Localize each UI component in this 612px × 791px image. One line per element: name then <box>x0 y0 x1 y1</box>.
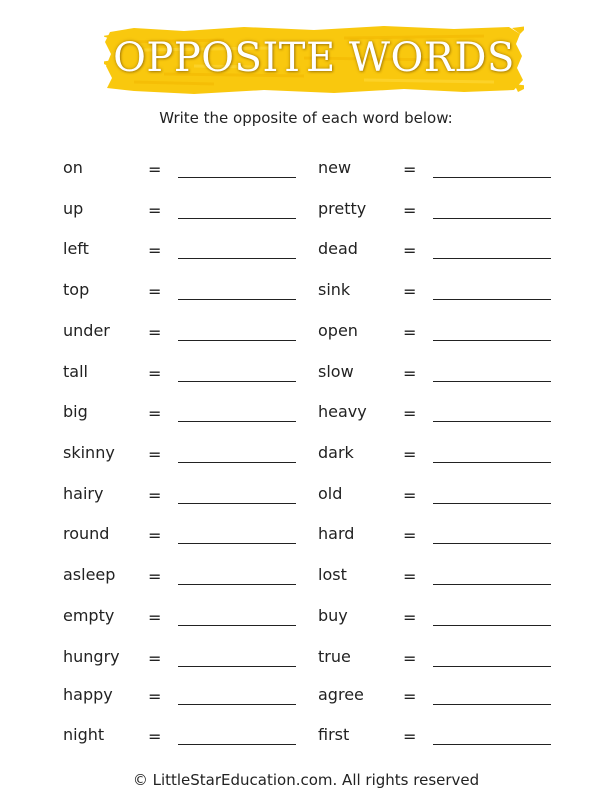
prompt-word: agree <box>318 685 364 704</box>
prompt-word: round <box>63 524 110 543</box>
prompt-word: old <box>318 484 343 503</box>
equals-sign: = <box>403 364 417 383</box>
prompt-word: slow <box>318 362 354 381</box>
answer-blank-line[interactable] <box>178 704 296 705</box>
answer-blank-line[interactable] <box>178 744 296 745</box>
equals-sign: = <box>148 486 162 505</box>
answer-blank-line[interactable] <box>178 625 296 626</box>
equals-sign: = <box>148 404 162 423</box>
equals-sign: = <box>403 486 417 505</box>
answer-blank-line[interactable] <box>433 625 551 626</box>
answer-blank-line[interactable] <box>433 340 551 341</box>
answer-blank-line[interactable] <box>433 218 551 219</box>
equals-sign: = <box>148 727 162 746</box>
prompt-word: night <box>63 725 105 744</box>
prompt-word: hungry <box>63 647 120 666</box>
answer-blank-line[interactable] <box>433 258 551 259</box>
equals-sign: = <box>403 526 417 545</box>
answer-blank-line[interactable] <box>178 584 296 585</box>
equals-sign: = <box>148 567 162 586</box>
answer-blank-line[interactable] <box>178 340 296 341</box>
answer-blank-line[interactable] <box>178 503 296 504</box>
answer-blank-line[interactable] <box>433 744 551 745</box>
equals-sign: = <box>403 567 417 586</box>
equals-sign: = <box>403 445 417 464</box>
equals-sign: = <box>148 687 162 706</box>
equals-sign: = <box>403 282 417 301</box>
answer-blank-line[interactable] <box>178 218 296 219</box>
equals-sign: = <box>403 160 417 179</box>
prompt-word: left <box>63 239 89 258</box>
answer-blank-line[interactable] <box>433 503 551 504</box>
answer-blank-line[interactable] <box>433 462 551 463</box>
prompt-word: hairy <box>63 484 104 503</box>
equals-sign: = <box>403 608 417 627</box>
answer-blank-line[interactable] <box>433 666 551 667</box>
prompt-word: under <box>63 321 110 340</box>
prompt-word: happy <box>63 685 113 704</box>
prompt-word: first <box>318 725 350 744</box>
answer-blank-line[interactable] <box>433 421 551 422</box>
prompt-word: dead <box>318 239 358 258</box>
equals-sign: = <box>403 404 417 423</box>
prompt-word: pretty <box>318 199 367 218</box>
answer-blank-line[interactable] <box>433 543 551 544</box>
prompt-word: new <box>318 158 352 177</box>
answer-blank-line[interactable] <box>433 177 551 178</box>
instructions: Write the opposite of each word below: <box>159 109 453 127</box>
equals-sign: = <box>148 364 162 383</box>
equals-sign: = <box>148 160 162 179</box>
page-title: OPPOSITE WORDS <box>113 35 515 81</box>
equals-sign: = <box>403 323 417 342</box>
prompt-word: top <box>63 280 90 299</box>
equals-sign: = <box>148 323 162 342</box>
prompt-word: hard <box>318 524 355 543</box>
prompt-word: true <box>318 647 351 666</box>
prompt-word: up <box>63 199 84 218</box>
answer-blank-line[interactable] <box>178 258 296 259</box>
equals-sign: = <box>403 649 417 668</box>
equals-sign: = <box>403 687 417 706</box>
copyright-footer: © LittleStarEducation.com. All rights reserved <box>132 771 480 789</box>
equals-sign: = <box>148 282 162 301</box>
answer-blank-line[interactable] <box>178 421 296 422</box>
equals-sign: = <box>148 241 162 260</box>
prompt-word: heavy <box>318 402 367 421</box>
prompt-word: asleep <box>63 565 116 584</box>
prompt-word: sink <box>318 280 351 299</box>
prompt-word: buy <box>318 606 348 625</box>
answer-blank-line[interactable] <box>178 462 296 463</box>
equals-sign: = <box>403 241 417 260</box>
answer-blank-line[interactable] <box>178 381 296 382</box>
equals-sign: = <box>148 649 162 668</box>
prompt-word: open <box>318 321 358 340</box>
equals-sign: = <box>148 445 162 464</box>
prompt-word: on <box>63 158 83 177</box>
answer-blank-line[interactable] <box>433 299 551 300</box>
answer-blank-line[interactable] <box>433 704 551 705</box>
equals-sign: = <box>148 526 162 545</box>
equals-sign: = <box>403 201 417 220</box>
equals-sign: = <box>403 727 417 746</box>
prompt-word: skinny <box>63 443 115 462</box>
prompt-word: dark <box>318 443 354 462</box>
answer-blank-line[interactable] <box>178 543 296 544</box>
prompt-word: lost <box>318 565 347 584</box>
prompt-word: big <box>63 402 88 421</box>
equals-sign: = <box>148 608 162 627</box>
equals-sign: = <box>148 201 162 220</box>
answer-blank-line[interactable] <box>433 381 551 382</box>
answer-blank-line[interactable] <box>178 177 296 178</box>
prompt-word: tall <box>63 362 88 381</box>
prompt-word: empty <box>63 606 115 625</box>
answer-blank-line[interactable] <box>178 666 296 667</box>
answer-blank-line[interactable] <box>178 299 296 300</box>
answer-blank-line[interactable] <box>433 584 551 585</box>
